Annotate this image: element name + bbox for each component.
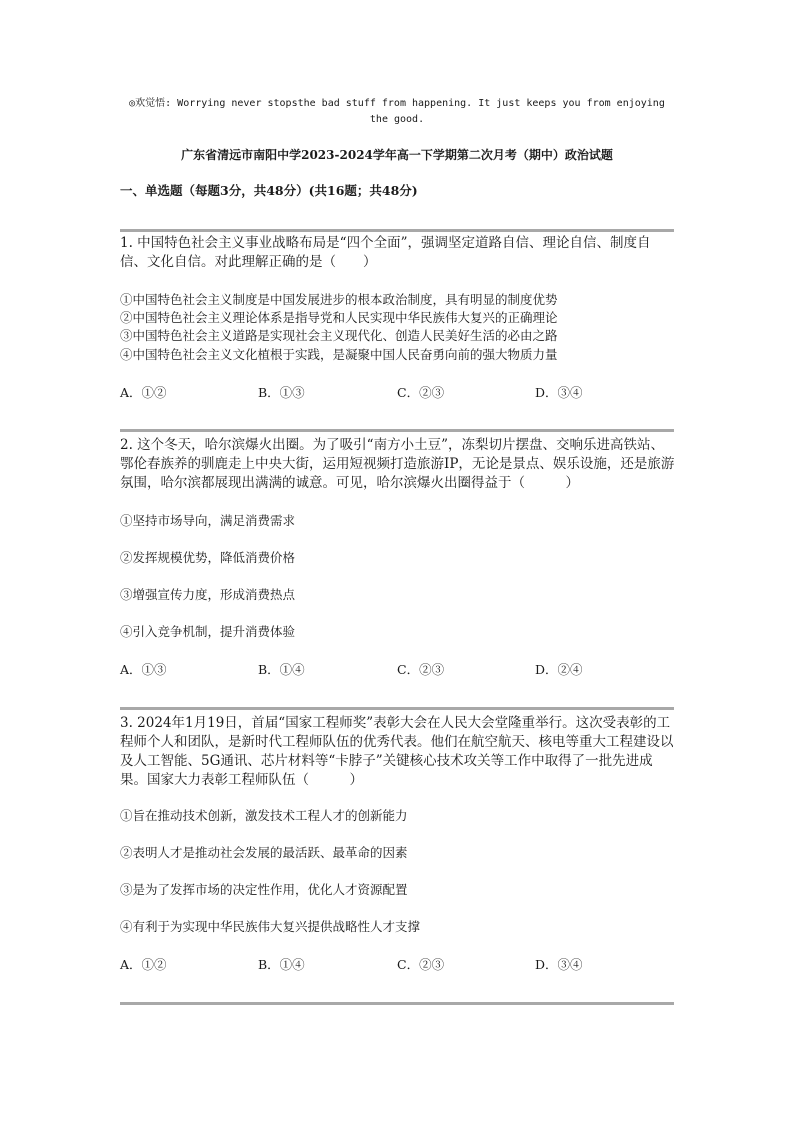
question-option: ③增强宣传力度，形成消费热点 [120, 587, 296, 602]
choice-a[interactable]: A．①② [120, 385, 167, 400]
question-option: ②表明人才是推动社会发展的最活跃、最革命的因素 [120, 845, 408, 860]
choice-c[interactable]: C．②③ [397, 662, 445, 677]
question-option: ④有利于为实现中华民族伟大复兴提供战略性人才支撑 [120, 919, 421, 934]
choice-c[interactable]: C．②③ [397, 385, 445, 400]
question-option: ④中国特色社会主义文化植根于实践，是凝聚中国人民奋勇向前的强大物质力量 [120, 347, 558, 362]
choice-a[interactable]: A．①② [120, 957, 167, 972]
choice-c[interactable]: C．②③ [397, 957, 445, 972]
divider [120, 429, 674, 432]
choice-d[interactable]: D．②④ [535, 662, 583, 677]
divider [120, 707, 674, 710]
answer-choices [120, 955, 676, 973]
question-option: ②中国特色社会主义理论体系是指导党和人民实现中华民族伟大复兴的正确理论 [120, 310, 558, 325]
divider [120, 1002, 674, 1005]
question-option: ①旨在推动技术创新，激发技术工程人才的创新能力 [120, 808, 408, 823]
choice-d[interactable]: D．③④ [535, 957, 583, 972]
answer-choices [120, 383, 676, 401]
answer-choices [120, 660, 676, 678]
question-option: ③是为了发挥市场的决定性作用，优化人才资源配置 [120, 882, 408, 897]
choice-b[interactable]: B．①③ [258, 385, 305, 400]
question-option: ①坚持市场导向，满足消费需求 [120, 513, 296, 528]
question-option: ③中国特色社会主义道路是实现社会主义现代化、创造人民美好生活的必由之路 [120, 328, 558, 343]
question-stem: 3. 2024年1月19日，首届“国家工程师奖”表彰大会在人民大会堂隆重举行。这次受表彰的工程师个人和团队，是新时代工程师队伍的优秀代表。他们在航空航天、核电等重大工程建设以及人工智能、5G通讯、芯片材料等“卡脖子”关键核心技术攻关等工作中取得了一批先进成果。国家大力表彰工程师队伍（ ） [120, 715, 674, 788]
question-stem: 1. 中国特色社会主义事业战略布局是“四个全面”，强调坚定道路自信、理论自信、制度自信、文化自信。对此理解正确的是（ ） [120, 235, 651, 270]
section-title: 一、单选题（每题3分，共48分）(共16题；共48分) [120, 183, 418, 198]
question-option: ④引入竞争机制，提升消费体验 [120, 624, 296, 639]
question-option: ①中国特色社会主义制度是中国发展进步的根本政治制度，具有明显的制度优势 [120, 292, 558, 307]
document-title: 广东省清远市南阳中学2023-2024学年高一下学期第二次月考（期中）政治试题 [181, 148, 613, 162]
choice-a[interactable]: A．①③ [120, 662, 167, 677]
header-quote: ◎欢觉悟: Worrying never stopsthe bad stuff from happening. It just keeps you from enjoying the good. [129, 98, 665, 125]
choice-b[interactable]: B．①④ [258, 957, 305, 972]
question-option: ②发挥规模优势，降低消费价格 [120, 550, 296, 565]
question-stem: 2. 这个冬天，哈尔滨爆火出圈。为了吸引“南方小土豆”，冻梨切片摆盘、交响乐进高铁站、鄂伦春族养的驯鹿走上中央大街，运用短视频打造旅游IP，无论是景点、娱乐设施，还是旅游氛围，哈尔滨都展现出满满的诚意。可见，哈尔滨爆火出圈得益于（ ） [120, 437, 675, 491]
choice-b[interactable]: B．①④ [258, 662, 305, 677]
choice-d[interactable]: D．③④ [535, 385, 583, 400]
divider [120, 229, 674, 232]
